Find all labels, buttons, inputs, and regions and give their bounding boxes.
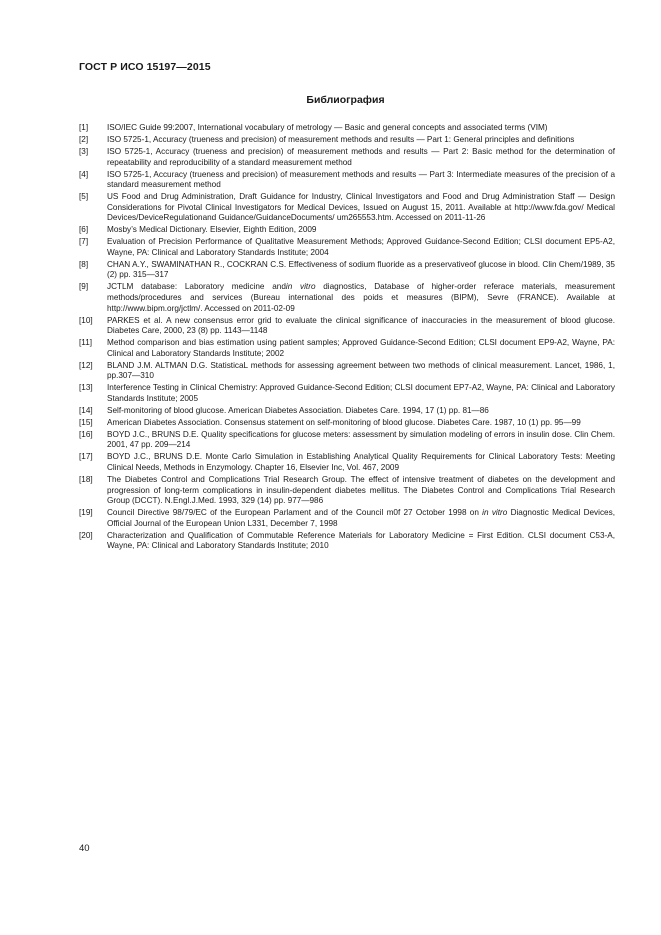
reference-number: [19] [79,508,93,518]
reference-item [79,430,615,451]
reference-item [79,225,615,236]
reference-item [79,282,615,314]
reference-text: BOYD J.C., BRUNS D.E. Monte Carlo Simulation in Establishing Analytical Quality Requirements for Clinical Laboratory Tests: Meeting Clinical Needs, Methods in Enzymology. Chapter 16, Elsevier Inc, Vol. 467, 2009 [107,452,615,473]
reference-number: [2] [79,134,89,144]
reference-text: JCTLM database: Laboratory medicine andin vitro diagnostics, Database of higher-order referace materials, measurement methods/procedures and services (Bureau international des poids et measures (BIPM), Sevre (FRANCE). Available at http://www.bipm.org/jctlm/. Accessed on 2011-02-09 [107,282,616,313]
reference-item [79,531,615,552]
reference-number: [10] [79,315,93,325]
reference-number: [18] [79,475,93,485]
reference-item [79,508,615,529]
reference-item [79,260,615,281]
reference-text: Evaluation of Precision Performance of Qualitative Measurement Methods; Approved Guidance-Second Edition; CLSI document EP5-A2, Wayne, PA: Clinical and Laboratory Standards Institute; 2004 [107,237,615,257]
reference-number: [6] [79,225,89,235]
reference-item [79,406,615,417]
reference-number: [16] [79,429,93,439]
reference-number: [5] [79,192,89,202]
reference-item [79,170,615,191]
reference-item [79,418,615,429]
reference-list [79,123,615,553]
reference-number: [1] [79,123,89,132]
reference-text: Mosby’s Medical Dictionary. Elsevier, Eighth Edition, 2009 [107,225,317,235]
reference-item [79,383,615,404]
reference-text: CHAN A.Y., SWAMINATHAN R., COCKRAN C.S. Effectiveness of sodium fluoride as a preservativeof glucose in blood. Clin Chem/1989, 35 (2) pp. 315—317 [107,259,615,280]
page-number: 40 [79,843,90,854]
reference-item [79,361,615,382]
reference-item [79,338,615,359]
bibliography-title: Библиография [306,94,385,106]
reference-item [79,237,615,258]
reference-item [79,475,615,507]
reference-number: [15] [79,417,93,427]
reference-item [79,452,615,473]
reference-text: ISO 5725-1, Accuracy (trueness and precision) of measurement methods and results — Part 1: General principles and definitions [107,134,575,144]
reference-number: [7] [79,237,89,247]
reference-item [79,123,615,134]
reference-number: [14] [79,405,93,415]
reference-text: Method comparison and bias estimation using patient samples; Approved Guidance-Second Edition; CLSI document EP9-A2, Wayne, PA: Clinical and Laboratory Standards Institute; 2002 [107,338,615,358]
reference-text: ISO 5725-1, Accuracy (trueness and precision) of measurement methods and results — Part 3: Intermediate measures of the precision of a standard measurement method [107,169,615,190]
reference-text: BLAND J.M. ALTMAN D.G. StatisticaL methods for assessing agreement between two methods of clinical measurement. Lancet, 1986, 1, pp.307—310 [107,360,615,381]
reference-number: [20] [79,530,93,540]
reference-number: [3] [79,146,89,156]
standard-code: ГОСТ Р ИСО 15197—2015 [79,61,211,73]
reference-text: ISO 5725-1, Accuracy (trueness and precision) of measurement methods and results — Part 2: Basic method for the determination of repeatability and reproducibility of a standard measurement method [107,146,615,167]
reference-text: The Diabetes Control and Complications Trial Research Group. The effect of intensive treatment of diabetes on the development and progression of long-term complications in insulin-dependent diabetes mellitus. The Diabetes Control and Complications Trial Research Group (DCCT). N.Engl.J.Med. 1993, 329 (14) pp. 977—986 [107,475,615,506]
reference-text: PARKES et al. A new consensus error grid to evaluate the clinical significance of inaccuracies in the measurement of blood glucose. Diabetes Care, 2000, 23 (8) pp. 1143—1148 [107,315,615,336]
reference-number: [17] [79,452,93,462]
reference-item [79,147,615,168]
reference-text: Council Directive 98/79/EC of the European Parlament and of the Council m0f 27 October 1998 on in vitro Diagnostic Medical Devices, Official Journal of the European Union L331, December 7, 1998 [107,508,615,528]
reference-number: [12] [79,360,93,370]
reference-text: Interference Testing in Clinical Chemistry: Approved Guidance-Second Edition; CLSI document EP7-A2, Wayne, PA: Clinical and Laboratory Standards Institute; 2005 [107,383,615,403]
reference-number: [4] [79,169,89,179]
reference-number: [8] [79,259,89,269]
reference-number: [13] [79,383,93,393]
reference-text: ISO/IEC Guide 99:2007, International vocabulary of metrology — Basic and general concepts and associated terms (VIM) [107,123,548,132]
reference-text: US Food and Drug Administration, Draft Guidance for Industry, Clinical Investigators and Food and Drug Administration Staff — Design Considerations for Pivotal Clinical Investigators for Medical Devices, Issued on August 15, 2011. Available at http://www.fda.gov/ Medical Devices/DeviceRegulationand Guidance/GuidanceDocuments/ um265553.htm. Accessed on 2011-11-26 [107,192,615,223]
reference-text: American Diabetes Association. Consensus statement on self-monitoring of blood glucose. Diabetes Care. 1987, 10 (1) pp. 95—99 [107,417,581,427]
reference-text: BOYD J.C., BRUNS D.E. Quality specifications for glucose meters: assessment by simulation modeling of errors in insulin dose. Clin Chem. 2001, 47 pp. 209—214 [107,429,615,450]
reference-text: Characterization and Qualification of Commutable Reference Materials for Laboratory Medicine = First Edition. CLSI document C53-A, Wayne, PA: Clinical and Laboratory Standards Institute; 2010 [107,530,615,551]
reference-item [79,192,615,224]
reference-number: [11] [79,338,93,348]
reference-number: [9] [79,282,89,292]
reference-item [79,316,615,337]
reference-item [79,135,615,146]
reference-text: Self-monitoring of blood glucose. American Diabetes Association. Diabetes Care. 1994, 17 (1) pp. 81—86 [107,405,489,415]
